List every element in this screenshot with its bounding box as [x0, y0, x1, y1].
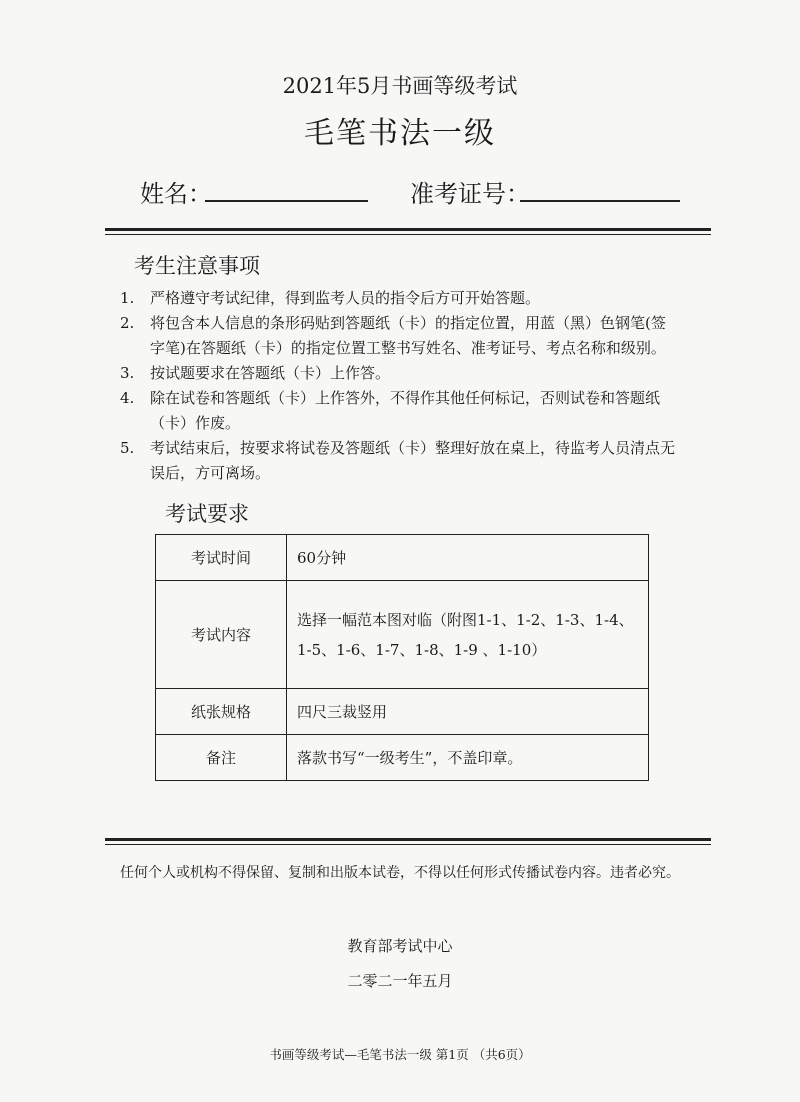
item-text: 考试结束后，按要求将试卷及答题纸（卡）整理好放在桌上，待监考人员清点无误后，方可离场。	[150, 439, 676, 482]
item-text: 除在试卷和答题纸（卡）上作答外，不得作其他任何标记，否则试卷和答题纸（卡）作废。	[150, 389, 661, 432]
notice-list	[120, 286, 680, 486]
table-row	[156, 689, 649, 735]
requirements-heading: 考试要求	[165, 502, 249, 526]
row-value: 四尺三裁竖用	[287, 689, 649, 735]
item-number: 1.	[120, 289, 135, 307]
header-divider	[105, 228, 711, 235]
item-text: 将包含本人信息的条形码贴到答题纸（卡）的指定位置，用蓝（黑）色钢笔(签字笔)在答题纸（卡）的指定位置工整书写姓名、准考证号、考点名称和级别。	[150, 314, 666, 357]
footer-divider	[105, 838, 711, 845]
item-number: 4.	[120, 389, 135, 407]
item-number: 5.	[120, 439, 135, 457]
list-item	[120, 361, 680, 386]
name-label: 姓名：	[140, 180, 212, 208]
row-value: 选择一幅范本图对临（附图1-1、1-2、1-3、1-4、1-5、1-6、1-7、1-8、1-9 、1-10）	[287, 581, 649, 689]
issuer: 教育部考试中心	[347, 937, 453, 955]
page-footer: 书画等级考试—毛笔书法一级 第1页 （共6页）	[269, 1047, 531, 1062]
table-row	[156, 581, 649, 689]
item-number: 2.	[120, 314, 135, 332]
exam-title: 2021年5月书画等级考试	[282, 74, 518, 98]
notice-heading: 考生注意事项	[134, 254, 260, 278]
table-row	[156, 535, 649, 581]
item-text: 严格遵守考试纪律，得到监考人员的指令后方可开始答题。	[150, 289, 541, 307]
item-number: 3.	[120, 364, 135, 382]
row-key: 备注	[156, 735, 287, 781]
exam-id-label: 准考证号：	[410, 180, 530, 208]
row-value: 60分钟	[287, 535, 649, 581]
item-text: 按试题要求在答题纸（卡）上作答。	[150, 364, 391, 382]
subject-title: 毛笔书法一级	[304, 116, 496, 151]
list-item	[120, 311, 680, 361]
row-key: 考试时间	[156, 535, 287, 581]
row-key: 纸张规格	[156, 689, 287, 735]
list-item	[120, 386, 680, 436]
issue-date: 二零二一年五月	[347, 972, 453, 990]
exam-id-blank-line	[520, 200, 680, 202]
requirements-table	[155, 534, 649, 781]
list-item	[120, 436, 680, 486]
copyright-notice: 任何个人或机构不得保留、复制和出版本试卷，不得以任何形式传播试卷内容。违者必究。	[120, 865, 680, 881]
row-value: 落款书写“一级考生”，不盖印章。	[287, 735, 649, 781]
list-item	[120, 286, 680, 311]
row-key: 考试内容	[156, 581, 287, 689]
table-row	[156, 735, 649, 781]
name-blank-line	[205, 200, 368, 202]
